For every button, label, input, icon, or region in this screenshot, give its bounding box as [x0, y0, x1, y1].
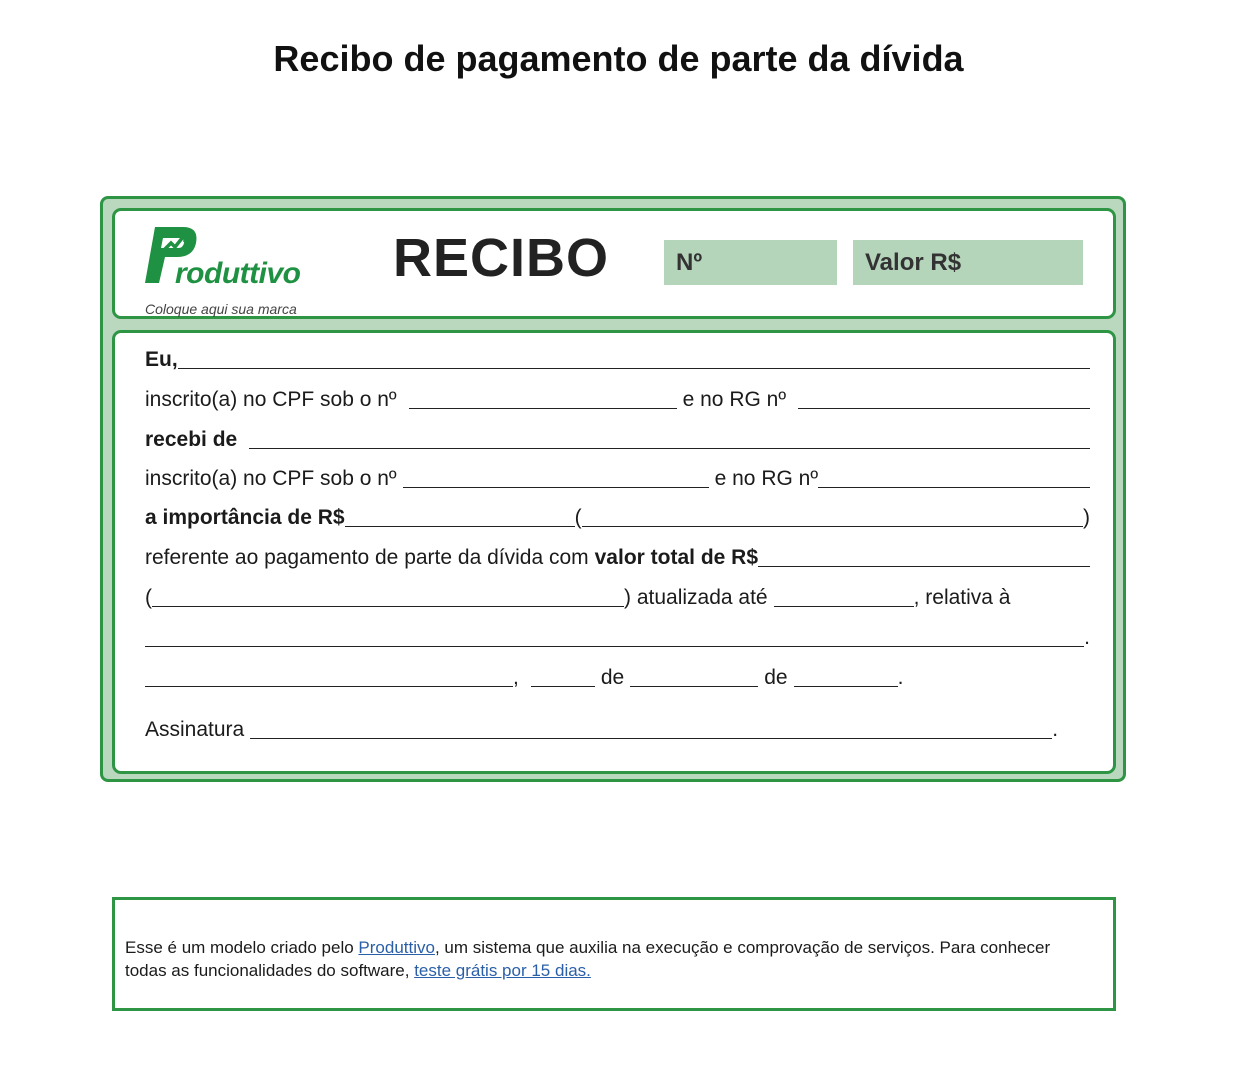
valor-total-label: valor total de R$	[594, 546, 759, 569]
referente-text: referente ao pagamento de parte da dívida com	[145, 546, 589, 569]
assinatura-label: Assinatura	[145, 718, 245, 741]
row-assinatura	[145, 713, 1090, 743]
row-cpf-rg-1	[145, 383, 1090, 413]
de-label-2: de	[764, 666, 788, 689]
amount-blank[interactable]	[345, 526, 575, 527]
recebi-label: recebi de	[145, 428, 238, 451]
paren-open-1: (	[574, 506, 582, 529]
row-date	[145, 661, 1090, 691]
rg-label-1: e no RG nº	[682, 388, 786, 411]
row-eu	[145, 343, 1090, 373]
year-blank[interactable]	[794, 686, 898, 687]
updated-date-blank[interactable]	[774, 606, 914, 607]
receipt-body	[112, 330, 1116, 774]
receipt-value-field[interactable]: Valor R$	[853, 240, 1083, 285]
row-relativa	[145, 621, 1090, 651]
receipt-header	[112, 208, 1116, 319]
total-value-blank[interactable]	[758, 566, 1090, 567]
note-text-1: Esse é um modelo criado pelo	[125, 938, 359, 957]
rg-label-2: e no RG nº	[714, 467, 818, 490]
row-recebi	[145, 423, 1090, 453]
row-cpf-rg-2	[145, 462, 1090, 492]
logo-wordmark: roduttivo	[175, 257, 301, 290]
payer-blank[interactable]	[249, 448, 1090, 449]
note-text-2: , um sistema que auxilia na execução e comprovação de serviços. Para conhecer todas as funcionalidades do software,	[125, 938, 1051, 980]
free-trial-link[interactable]: teste grátis por 15 dias.	[414, 961, 591, 980]
produttivo-link[interactable]: Produttivo	[358, 938, 435, 957]
footer-note-box	[112, 897, 1116, 1011]
period-1: .	[1084, 626, 1090, 649]
de-label-1: de	[600, 666, 625, 689]
brand-logo	[143, 223, 323, 317]
paren-close-1: )	[1083, 506, 1090, 529]
comma-1: ,	[513, 666, 519, 689]
name-blank[interactable]	[178, 368, 1090, 369]
receipt-card	[100, 196, 1126, 782]
day-blank[interactable]	[531, 686, 595, 687]
importancia-label: a importância de R$	[145, 506, 345, 529]
cpf-label-2: inscrito(a) no CPF sob o nº	[145, 467, 397, 490]
row-referente	[145, 541, 1090, 571]
atualizada-text: ) atualizada até	[624, 586, 768, 609]
amount-words-blank[interactable]	[582, 526, 1083, 527]
signature-blank[interactable]	[250, 738, 1052, 739]
period-2: .	[897, 666, 904, 689]
row-importancia	[145, 501, 1090, 531]
relativa-blank[interactable]	[145, 646, 1084, 647]
month-blank[interactable]	[630, 686, 758, 687]
cpf-blank-2[interactable]	[403, 487, 709, 488]
paren-open-2: (	[145, 586, 152, 609]
cpf-label-1: inscrito(a) no CPF sob o nº	[145, 388, 397, 411]
eu-label: Eu,	[145, 348, 178, 371]
receipt-number-field[interactable]: Nº	[664, 240, 837, 285]
city-blank[interactable]	[145, 686, 513, 687]
rg-blank-1[interactable]	[798, 408, 1090, 409]
recibo-heading: RECIBO	[393, 228, 610, 288]
total-words-blank[interactable]	[152, 606, 624, 607]
row-atualizada	[145, 581, 1090, 611]
cpf-blank-1[interactable]	[409, 408, 677, 409]
rg-blank-2[interactable]	[818, 487, 1090, 488]
page-title: Recibo de pagamento de parte da dívida	[273, 38, 964, 79]
relativa-text: , relativa à	[913, 586, 1011, 609]
logo-tagline: Coloque aqui sua marca	[145, 301, 297, 317]
footer-note-text	[125, 936, 1085, 982]
period-3: .	[1052, 718, 1059, 741]
